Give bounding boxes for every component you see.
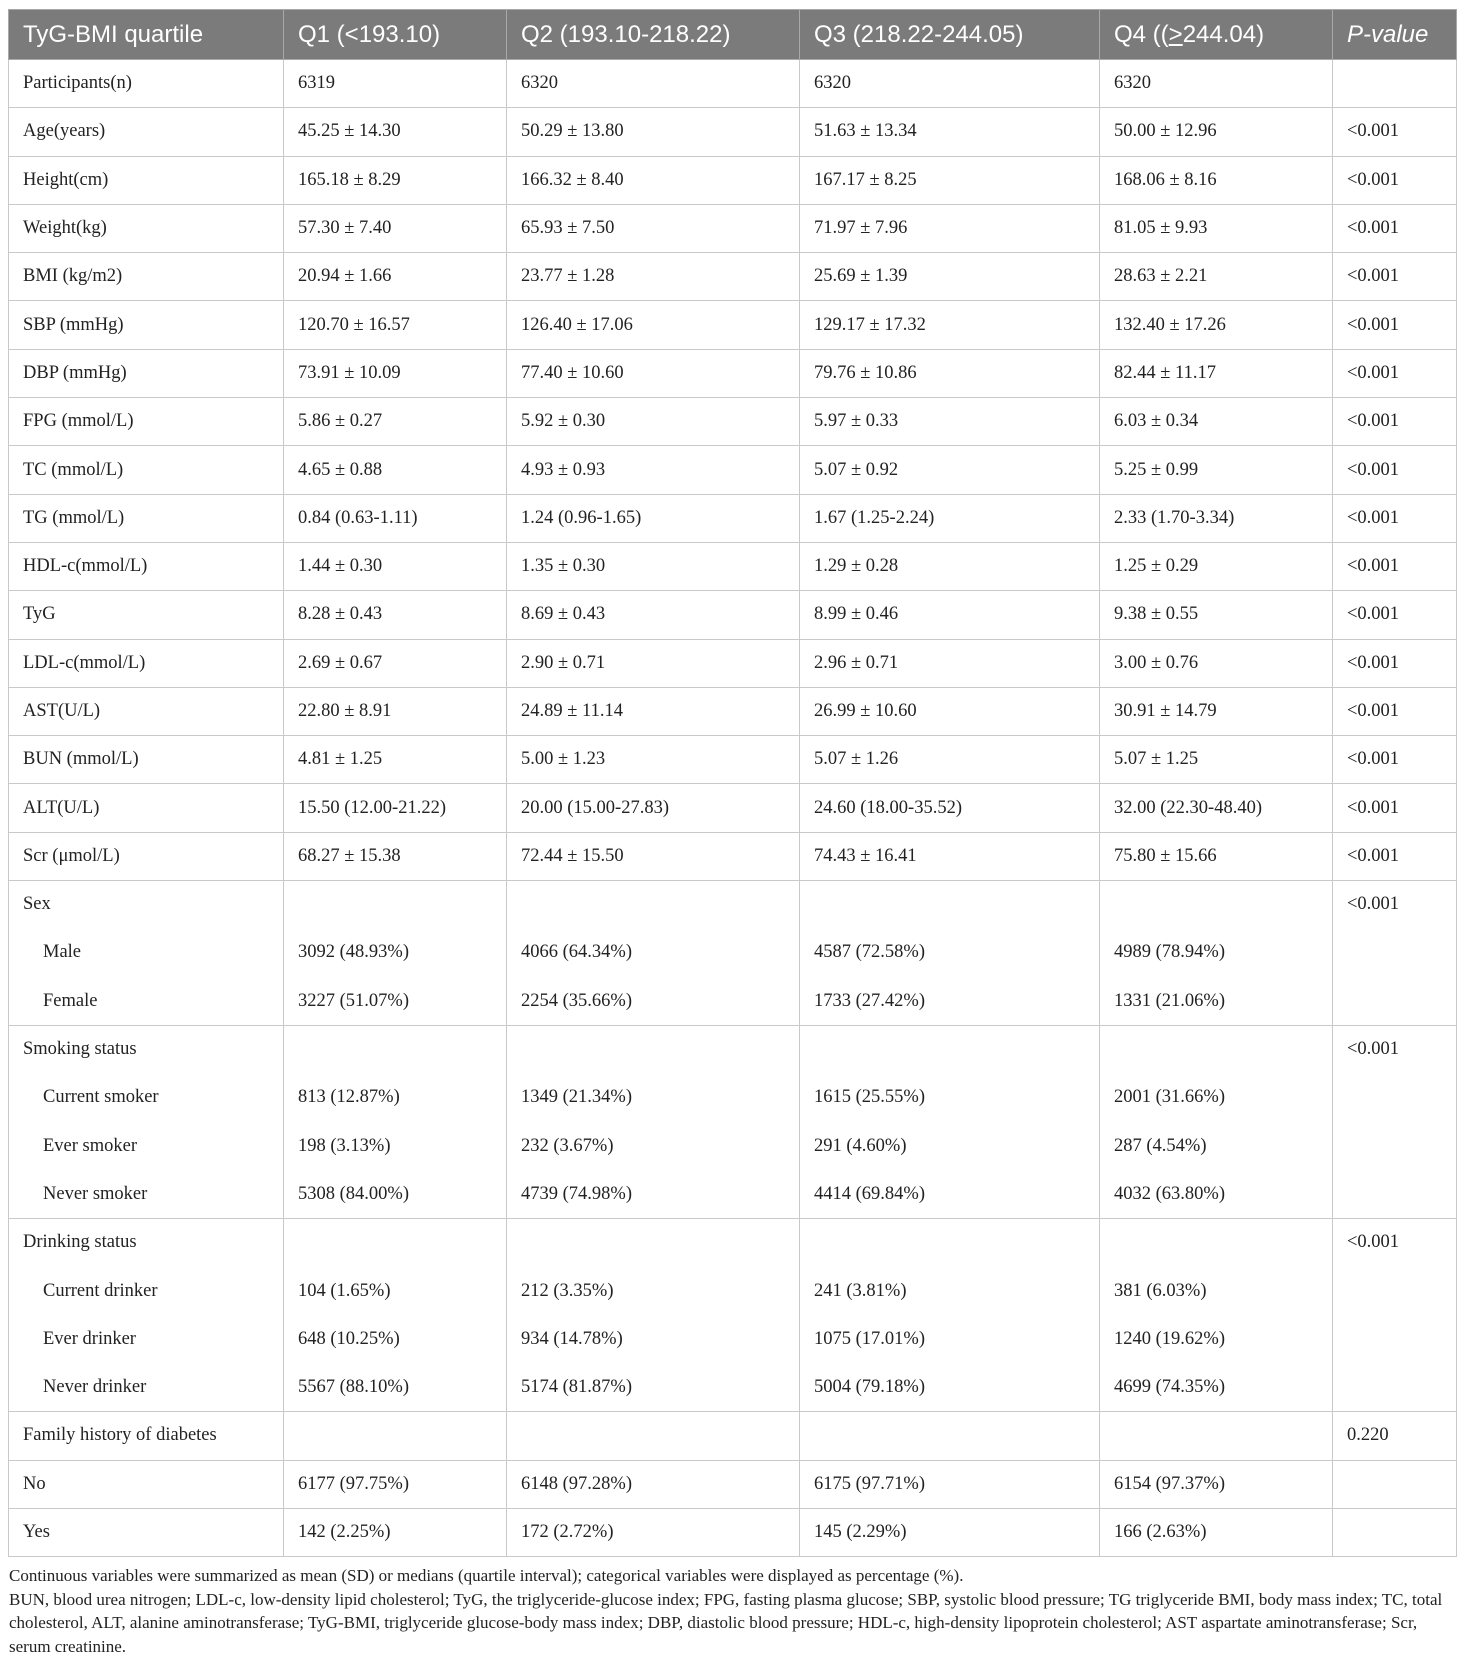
cell-q2: 1.24 (0.96-1.65) — [507, 494, 800, 542]
cell-q2: 65.93 ± 7.50 — [507, 204, 800, 252]
header-q4-ge-sign: > — [1168, 20, 1183, 48]
table-row — [9, 398, 1457, 446]
table-row — [9, 1122, 1457, 1170]
cell-q1 — [284, 881, 507, 929]
table-row — [9, 1508, 1457, 1556]
cell-p-value: <0.001 — [1333, 881, 1457, 929]
cell-q3: 8.99 ± 0.46 — [800, 591, 1100, 639]
table-row — [9, 784, 1457, 832]
table-header — [9, 10, 1457, 60]
cell-q4: 50.00 ± 12.96 — [1100, 108, 1333, 156]
cell-q1: 57.30 ± 7.40 — [284, 204, 507, 252]
cell-q4: 1240 (19.62%) — [1100, 1315, 1333, 1363]
cell-q1: 1.44 ± 0.30 — [284, 542, 507, 590]
cell-q1 — [284, 1025, 507, 1073]
cell-q1: 3227 (51.07%) — [284, 977, 507, 1025]
cell-q2: 2.90 ± 0.71 — [507, 639, 800, 687]
cell-p-value: <0.001 — [1333, 1219, 1457, 1267]
cell-q1: 8.28 ± 0.43 — [284, 591, 507, 639]
cell-q1: 104 (1.65%) — [284, 1267, 507, 1315]
cell-variable: Male — [9, 929, 284, 977]
cell-q4: 4989 (78.94%) — [1100, 929, 1333, 977]
cell-q1: 4.81 ± 1.25 — [284, 736, 507, 784]
cell-p-value — [1333, 1074, 1457, 1122]
cell-q1: 3092 (48.93%) — [284, 929, 507, 977]
cell-q4: 132.40 ± 17.26 — [1100, 301, 1333, 349]
header-q2: Q2 (193.10-218.22) — [507, 10, 800, 60]
cell-variable: SBP (mmHg) — [9, 301, 284, 349]
cell-q4 — [1100, 1025, 1333, 1073]
cell-variable: Age(years) — [9, 108, 284, 156]
table-row — [9, 1170, 1457, 1218]
cell-q1: 22.80 ± 8.91 — [284, 687, 507, 735]
cell-q1: 2.69 ± 0.67 — [284, 639, 507, 687]
cell-q4: 287 (4.54%) — [1100, 1122, 1333, 1170]
cell-q3: 167.17 ± 8.25 — [800, 156, 1100, 204]
cell-variable: TG (mmol/L) — [9, 494, 284, 542]
cell-q1: 165.18 ± 8.29 — [284, 156, 507, 204]
cell-p-value: <0.001 — [1333, 446, 1457, 494]
cell-q4: 2.33 (1.70-3.34) — [1100, 494, 1333, 542]
cell-p-value: 0.220 — [1333, 1412, 1457, 1460]
cell-variable: Female — [9, 977, 284, 1025]
cell-q1: 813 (12.87%) — [284, 1074, 507, 1122]
cell-q3: 5.07 ± 0.92 — [800, 446, 1100, 494]
cell-q3: 51.63 ± 13.34 — [800, 108, 1100, 156]
cell-q4: 2001 (31.66%) — [1100, 1074, 1333, 1122]
cell-q4: 6.03 ± 0.34 — [1100, 398, 1333, 446]
cell-q4 — [1100, 881, 1333, 929]
cell-q4 — [1100, 1219, 1333, 1267]
cell-variable: Never drinker — [9, 1364, 284, 1412]
cell-q4: 28.63 ± 2.21 — [1100, 253, 1333, 301]
cell-q1 — [284, 1412, 507, 1460]
table-row — [9, 929, 1457, 977]
table-row — [9, 301, 1457, 349]
cell-q4: 75.80 ± 15.66 — [1100, 832, 1333, 880]
cell-p-value — [1333, 1508, 1457, 1556]
table-row — [9, 253, 1457, 301]
header-q4 — [1100, 10, 1333, 60]
cell-q2: 6148 (97.28%) — [507, 1460, 800, 1508]
cell-q4 — [1100, 1412, 1333, 1460]
cell-variable: No — [9, 1460, 284, 1508]
table-row — [9, 881, 1457, 929]
table-row — [9, 204, 1457, 252]
table-row — [9, 832, 1457, 880]
header-q4-suffix: 244.04) — [1182, 20, 1265, 48]
cell-q2: 8.69 ± 0.43 — [507, 591, 800, 639]
cell-variable: Current smoker — [9, 1074, 284, 1122]
cell-q2: 23.77 ± 1.28 — [507, 253, 800, 301]
cell-q1: 4.65 ± 0.88 — [284, 446, 507, 494]
cell-p-value: <0.001 — [1333, 204, 1457, 252]
cell-q3: 291 (4.60%) — [800, 1122, 1100, 1170]
cell-q3: 2.96 ± 0.71 — [800, 639, 1100, 687]
table-row — [9, 156, 1457, 204]
cell-q1: 198 (3.13%) — [284, 1122, 507, 1170]
cell-q3: 1075 (17.01%) — [800, 1315, 1100, 1363]
cell-q2: 1349 (21.34%) — [507, 1074, 800, 1122]
cell-p-value: <0.001 — [1333, 832, 1457, 880]
cell-q2: 934 (14.78%) — [507, 1315, 800, 1363]
cell-q3: 4587 (72.58%) — [800, 929, 1100, 977]
cell-p-value: <0.001 — [1333, 349, 1457, 397]
cell-q1: 120.70 ± 16.57 — [284, 301, 507, 349]
cell-q1: 68.27 ± 15.38 — [284, 832, 507, 880]
table-row — [9, 108, 1457, 156]
cell-variable: Never smoker — [9, 1170, 284, 1218]
table-row — [9, 1412, 1457, 1460]
header-q3: Q3 (218.22-244.05) — [800, 10, 1100, 60]
table-body — [9, 60, 1457, 1557]
cell-q1: 73.91 ± 10.09 — [284, 349, 507, 397]
cell-q2: 77.40 ± 10.60 — [507, 349, 800, 397]
cell-q3: 6320 — [800, 60, 1100, 108]
cell-q2: 126.40 ± 17.06 — [507, 301, 800, 349]
table-row — [9, 1315, 1457, 1363]
table-row — [9, 494, 1457, 542]
cell-p-value: <0.001 — [1333, 253, 1457, 301]
cell-q2 — [507, 1412, 800, 1460]
cell-q3: 26.99 ± 10.60 — [800, 687, 1100, 735]
cell-q1: 648 (10.25%) — [284, 1315, 507, 1363]
cell-variable: Weight(kg) — [9, 204, 284, 252]
table-row — [9, 687, 1457, 735]
cell-q3 — [800, 881, 1100, 929]
cell-p-value — [1333, 1364, 1457, 1412]
cell-q3: 71.97 ± 7.96 — [800, 204, 1100, 252]
cell-q3: 1615 (25.55%) — [800, 1074, 1100, 1122]
table-row — [9, 60, 1457, 108]
table-row — [9, 349, 1457, 397]
cell-q4: 1.25 ± 0.29 — [1100, 542, 1333, 590]
cell-p-value: <0.001 — [1333, 639, 1457, 687]
cell-q2: 50.29 ± 13.80 — [507, 108, 800, 156]
cell-q4: 381 (6.03%) — [1100, 1267, 1333, 1315]
cell-q2: 4.93 ± 0.93 — [507, 446, 800, 494]
table-row — [9, 639, 1457, 687]
cell-q1: 15.50 (12.00-21.22) — [284, 784, 507, 832]
cell-variable: Participants(n) — [9, 60, 284, 108]
header-quartile: TyG-BMI quartile — [9, 10, 284, 60]
cell-variable: TyG — [9, 591, 284, 639]
footnote-summary: Continuous variables were summarized as mean (SD) or medians (quartile interval); categorical variables were displayed as percentage (%). — [9, 1566, 964, 1586]
cell-q2: 5.00 ± 1.23 — [507, 736, 800, 784]
cell-q2 — [507, 1219, 800, 1267]
cell-q1: 20.94 ± 1.66 — [284, 253, 507, 301]
header-row — [9, 10, 1457, 60]
cell-variable: Ever smoker — [9, 1122, 284, 1170]
cell-q1: 6319 — [284, 60, 507, 108]
cell-p-value — [1333, 60, 1457, 108]
cell-p-value — [1333, 1122, 1457, 1170]
cell-q3: 129.17 ± 17.32 — [800, 301, 1100, 349]
cell-p-value — [1333, 1170, 1457, 1218]
cell-q4: 6320 — [1100, 60, 1333, 108]
cell-variable: BUN (mmol/L) — [9, 736, 284, 784]
cell-p-value: <0.001 — [1333, 542, 1457, 590]
cell-q2: 172 (2.72%) — [507, 1508, 800, 1556]
cell-variable: FPG (mmol/L) — [9, 398, 284, 446]
table-row — [9, 591, 1457, 639]
cell-q2: 166.32 ± 8.40 — [507, 156, 800, 204]
cell-q3 — [800, 1025, 1100, 1073]
cell-q4: 5.07 ± 1.25 — [1100, 736, 1333, 784]
cell-variable: Family history of diabetes — [9, 1412, 284, 1460]
cell-q2: 232 (3.67%) — [507, 1122, 800, 1170]
cell-q2: 24.89 ± 11.14 — [507, 687, 800, 735]
cell-p-value — [1333, 1315, 1457, 1363]
cell-q2: 4066 (64.34%) — [507, 929, 800, 977]
table-row — [9, 1219, 1457, 1267]
cell-variable: TC (mmol/L) — [9, 446, 284, 494]
cell-q4: 4699 (74.35%) — [1100, 1364, 1333, 1412]
footnote-abbreviations: BUN, blood urea nitrogen; LDL-c, low-density lipid cholesterol; TyG, the triglyceride-glucose index; FPG, fasting plasma glucose; SBP, systolic blood pressure; TG triglyceride BMI, body mass index; TC, total cholesterol, ALT, alanine aminotransferase; TyG-BMI, triglyceride glucose-body mass index; DBP, diastolic blood pressure; HDL-c, high-density lipoprotein cholesterol; AST aspartate aminotransferase; Scr, serum creatinine. — [9, 1589, 1443, 1656]
cell-q4: 1331 (21.06%) — [1100, 977, 1333, 1025]
cell-q3: 1.67 (1.25-2.24) — [800, 494, 1100, 542]
baseline-characteristics-table — [8, 9, 1457, 1557]
cell-variable: Sex — [9, 881, 284, 929]
cell-q4: 32.00 (22.30-48.40) — [1100, 784, 1333, 832]
cell-q4: 30.91 ± 14.79 — [1100, 687, 1333, 735]
cell-variable: Ever drinker — [9, 1315, 284, 1363]
cell-q1: 6177 (97.75%) — [284, 1460, 507, 1508]
header-q1: Q1 (<193.10) — [284, 10, 507, 60]
cell-q3: 5.07 ± 1.26 — [800, 736, 1100, 784]
cell-variable: HDL-c(mmol/L) — [9, 542, 284, 590]
cell-p-value: <0.001 — [1333, 784, 1457, 832]
table-row — [9, 542, 1457, 590]
cell-p-value — [1333, 1460, 1457, 1508]
cell-q1: 142 (2.25%) — [284, 1508, 507, 1556]
cell-variable: AST(U/L) — [9, 687, 284, 735]
cell-variable: Smoking status — [9, 1025, 284, 1073]
cell-q3: 1.29 ± 0.28 — [800, 542, 1100, 590]
cell-p-value: <0.001 — [1333, 398, 1457, 446]
cell-q4: 3.00 ± 0.76 — [1100, 639, 1333, 687]
cell-q2 — [507, 881, 800, 929]
cell-p-value: <0.001 — [1333, 301, 1457, 349]
cell-variable: Drinking status — [9, 1219, 284, 1267]
cell-q3: 74.43 ± 16.41 — [800, 832, 1100, 880]
cell-q3: 24.60 (18.00-35.52) — [800, 784, 1100, 832]
cell-q4: 168.06 ± 8.16 — [1100, 156, 1333, 204]
cell-p-value — [1333, 1267, 1457, 1315]
cell-q2: 212 (3.35%) — [507, 1267, 800, 1315]
cell-q2: 20.00 (15.00-27.83) — [507, 784, 800, 832]
cell-q2: 1.35 ± 0.30 — [507, 542, 800, 590]
cell-q2 — [507, 1025, 800, 1073]
cell-q2: 5.92 ± 0.30 — [507, 398, 800, 446]
cell-p-value: <0.001 — [1333, 687, 1457, 735]
cell-q2: 5174 (81.87%) — [507, 1364, 800, 1412]
cell-q1: 5.86 ± 0.27 — [284, 398, 507, 446]
table-row — [9, 1025, 1457, 1073]
cell-q1: 45.25 ± 14.30 — [284, 108, 507, 156]
header-p-value: P-value — [1333, 10, 1457, 60]
cell-q1 — [284, 1219, 507, 1267]
cell-variable: ALT(U/L) — [9, 784, 284, 832]
cell-q4: 81.05 ± 9.93 — [1100, 204, 1333, 252]
cell-q2: 4739 (74.98%) — [507, 1170, 800, 1218]
cell-p-value: <0.001 — [1333, 494, 1457, 542]
table-row — [9, 1074, 1457, 1122]
header-q4-prefix: Q4 (( — [1114, 20, 1169, 48]
cell-p-value: <0.001 — [1333, 108, 1457, 156]
cell-q3: 79.76 ± 10.86 — [800, 349, 1100, 397]
cell-variable: BMI (kg/m2) — [9, 253, 284, 301]
cell-q4: 5.25 ± 0.99 — [1100, 446, 1333, 494]
cell-p-value — [1333, 977, 1457, 1025]
cell-q4: 4032 (63.80%) — [1100, 1170, 1333, 1218]
table-row — [9, 1460, 1457, 1508]
cell-variable: DBP (mmHg) — [9, 349, 284, 397]
table-row — [9, 1267, 1457, 1315]
cell-q3: 25.69 ± 1.39 — [800, 253, 1100, 301]
cell-p-value: <0.001 — [1333, 156, 1457, 204]
table-row — [9, 736, 1457, 784]
cell-q3: 6175 (97.71%) — [800, 1460, 1100, 1508]
cell-q1: 5567 (88.10%) — [284, 1364, 507, 1412]
table-row — [9, 977, 1457, 1025]
cell-q3: 145 (2.29%) — [800, 1508, 1100, 1556]
cell-p-value: <0.001 — [1333, 591, 1457, 639]
cell-q3: 5004 (79.18%) — [800, 1364, 1100, 1412]
table-row — [9, 446, 1457, 494]
cell-q3: 5.97 ± 0.33 — [800, 398, 1100, 446]
cell-p-value: <0.001 — [1333, 736, 1457, 784]
cell-variable: Current drinker — [9, 1267, 284, 1315]
cell-variable: Yes — [9, 1508, 284, 1556]
table-footnotes — [8, 1564, 1456, 1658]
cell-q4: 9.38 ± 0.55 — [1100, 591, 1333, 639]
cell-q1: 5308 (84.00%) — [284, 1170, 507, 1218]
cell-q4: 166 (2.63%) — [1100, 1508, 1333, 1556]
table-row — [9, 1364, 1457, 1412]
cell-variable: LDL-c(mmol/L) — [9, 639, 284, 687]
cell-variable: Height(cm) — [9, 156, 284, 204]
cell-q2: 2254 (35.66%) — [507, 977, 800, 1025]
cell-q3 — [800, 1412, 1100, 1460]
cell-q1: 0.84 (0.63-1.11) — [284, 494, 507, 542]
cell-p-value: <0.001 — [1333, 1025, 1457, 1073]
cell-p-value — [1333, 929, 1457, 977]
cell-q2: 6320 — [507, 60, 800, 108]
table-container — [8, 9, 1456, 1658]
cell-q3: 241 (3.81%) — [800, 1267, 1100, 1315]
cell-q3 — [800, 1219, 1100, 1267]
cell-q3: 1733 (27.42%) — [800, 977, 1100, 1025]
cell-q4: 6154 (97.37%) — [1100, 1460, 1333, 1508]
cell-q2: 72.44 ± 15.50 — [507, 832, 800, 880]
cell-q4: 82.44 ± 11.17 — [1100, 349, 1333, 397]
cell-q3: 4414 (69.84%) — [800, 1170, 1100, 1218]
cell-variable: Scr (μmol/L) — [9, 832, 284, 880]
